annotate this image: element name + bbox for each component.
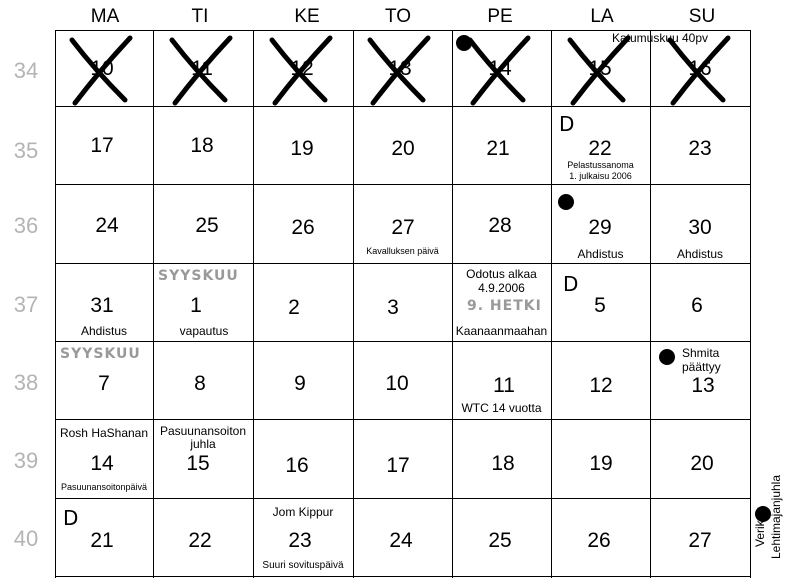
day-number: 28	[488, 214, 512, 237]
day-number: 13	[691, 374, 715, 397]
note-vapautus: vapautus	[179, 324, 229, 338]
day-number: 15	[186, 452, 210, 475]
day-header-la: LA	[590, 6, 614, 27]
note-pelastussanoma: Pelastussanoma	[567, 160, 634, 170]
day-number: 19	[589, 452, 613, 475]
day-number: 13	[388, 57, 412, 80]
week-number: 36	[13, 213, 39, 238]
cross-out-marks	[0, 0, 800, 110]
day-number: 24	[389, 529, 413, 552]
new-moon-icon	[456, 35, 472, 51]
day-header-to: TO	[384, 6, 412, 27]
day-number: 17	[386, 454, 410, 477]
day-number: 25	[195, 214, 219, 237]
week-number: 40	[13, 526, 39, 551]
day-number: 12	[290, 57, 314, 80]
day-number: 31	[90, 294, 114, 317]
week-number: 38	[13, 370, 39, 395]
note-wtc: WTC 14 vuotta	[461, 401, 542, 415]
note-sovituspaiva: Suuri sovituspäivä	[262, 560, 344, 571]
day-header-ke: KE	[294, 6, 320, 27]
katumuskuu-note: Katumuskuu 40pv	[611, 31, 709, 45]
month-label: SYYSKUU	[60, 346, 141, 362]
day-number: 18	[491, 452, 515, 475]
day-number: 23	[288, 529, 312, 552]
day-number: 19	[290, 137, 314, 160]
week-number: 37	[13, 292, 39, 317]
week-number: 35	[13, 138, 39, 163]
day-number: 26	[587, 529, 611, 552]
day-number: 14	[488, 57, 512, 80]
week-number: 34	[13, 58, 39, 83]
half-moon-icon: D	[559, 112, 575, 136]
note-jom-kippur: Jom Kippur	[272, 505, 334, 519]
day-number: 30	[688, 216, 712, 239]
note-pasuunanpaiva: Pasuunansoitonpäivä	[60, 482, 148, 492]
day-header-pe: PE	[487, 6, 513, 27]
note-ahdistus: Ahdistus	[80, 324, 128, 338]
note-pasuunansoiton: Pasuunansoiton	[159, 424, 247, 438]
note-ahdistus: Ahdistus	[577, 247, 624, 261]
day-number: 12	[589, 374, 613, 397]
day-number: 20	[391, 137, 415, 160]
day-number: 3	[387, 296, 399, 319]
note-lehtimajanjuhla: Lehtimajanjuhla	[769, 474, 783, 560]
day-number: 16	[285, 454, 309, 477]
note-juhla: juhla	[190, 437, 216, 451]
note-odotus-date: 4.9.2006	[478, 281, 525, 295]
day-number: 6	[691, 294, 703, 317]
note-verikuu: Verikuu	[753, 506, 767, 548]
day-number: 10	[90, 57, 114, 80]
note-kavallus: Kavalluksen päivä	[366, 246, 439, 256]
note-rosh: Rosh HaShanan	[59, 426, 149, 440]
day-number: 9	[294, 372, 306, 395]
week-number: 39	[13, 448, 39, 473]
half-moon-icon: D	[63, 506, 79, 530]
day-number: 27	[688, 529, 712, 552]
day-header-su: SU	[688, 6, 716, 27]
new-moon-icon	[659, 349, 675, 365]
note-julkaisu: 1. julkaisu 2006	[569, 171, 632, 181]
hetki-label: 9. HETKI	[467, 298, 542, 314]
note-ahdistus: Ahdistus	[676, 247, 724, 261]
note-shmita: Shmita	[682, 346, 720, 360]
day-number: 11	[493, 374, 515, 397]
note-kaanaan: Kaanaanmaahan	[455, 324, 548, 338]
day-header-ma: MA	[90, 6, 120, 27]
day-number: 11	[191, 57, 213, 80]
day-header-ti: TI	[191, 6, 209, 27]
day-number: 20	[690, 452, 714, 475]
day-number: 2	[288, 296, 300, 319]
day-number: 17	[90, 134, 114, 157]
day-number: 24	[95, 214, 119, 237]
day-number: 27	[391, 216, 415, 239]
day-number: 8	[194, 372, 206, 395]
day-number: 15	[588, 57, 612, 80]
day-number: 1	[190, 294, 202, 317]
day-number: 21	[486, 137, 510, 160]
month-label: SYYSKUU	[158, 268, 239, 284]
day-number: 16	[688, 57, 712, 80]
day-number: 29	[588, 216, 612, 239]
day-number: 22	[188, 529, 212, 552]
day-number: 7	[98, 372, 110, 395]
day-number: 21	[90, 529, 114, 552]
half-moon-icon: D	[563, 272, 579, 296]
note-shmita-end: päättyy	[682, 360, 721, 374]
note-odotus: Odotus alkaa	[466, 267, 537, 281]
day-number: 23	[688, 137, 712, 160]
day-number: 25	[488, 529, 512, 552]
day-number: 22	[588, 137, 612, 160]
day-number: 14	[90, 452, 114, 475]
day-number: 10	[385, 372, 409, 395]
day-number: 26	[291, 216, 315, 239]
day-number: 18	[190, 134, 214, 157]
new-moon-icon	[558, 194, 574, 210]
day-number: 5	[594, 294, 606, 317]
